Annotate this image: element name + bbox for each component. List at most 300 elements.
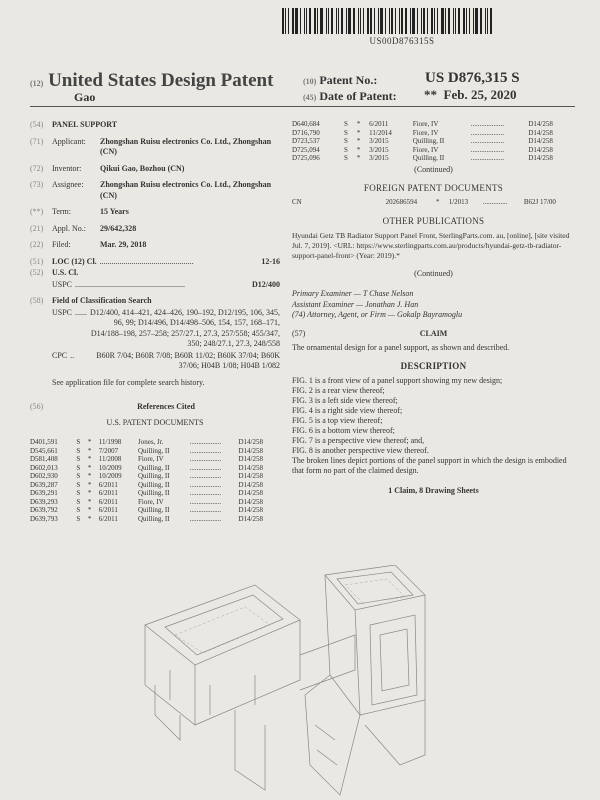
ref-kind: S <box>76 463 81 472</box>
barcode-bar <box>385 8 386 34</box>
ref-name: Quilling, II <box>137 472 170 480</box>
description-line: FIG. 5 is a top view thereof; <box>292 415 383 425</box>
barcode-bar <box>391 8 393 34</box>
code: (51) <box>30 256 44 266</box>
barcode-bar <box>463 8 465 34</box>
ref-name: Quilling, II <box>137 514 170 523</box>
ref-star: * <box>87 446 92 455</box>
field-title <box>30 120 280 131</box>
frame-bracket-left <box>155 685 180 740</box>
field-cpc-value: B60R 7/04; B60R 7/08; B60R 11/02; B60K 37/04; B60K 37/06; H04B 1/08; H04B 1/082 <box>96 350 280 370</box>
code: (58) <box>30 296 44 305</box>
barcode-bar <box>421 8 422 34</box>
code: (73) <box>30 180 44 189</box>
reference-row <box>30 455 280 464</box>
description-line: FIG. 4 is a right side view thereof; <box>292 405 403 415</box>
ref-star: * <box>87 463 92 472</box>
field-refs <box>30 402 280 413</box>
spacer <box>30 308 52 350</box>
reference-row <box>292 120 575 129</box>
ref-dots: .................. <box>189 506 222 514</box>
claim-heading <box>292 329 575 340</box>
foreign-row <box>292 198 575 207</box>
reference-row <box>30 481 280 490</box>
barcode-bar <box>353 8 355 34</box>
inventor-surname: Gao <box>74 90 96 104</box>
ref-name: Jones, Jr. <box>137 438 164 446</box>
barcode-bar <box>441 8 444 34</box>
ref-kind: S <box>343 145 348 154</box>
ref-date: 6/2011 <box>98 480 118 489</box>
us-refs-cont-table <box>292 120 575 163</box>
ref-kind: S <box>343 120 348 128</box>
code: (56) <box>30 402 44 411</box>
reference-row <box>292 137 575 146</box>
claim-text: The ornamental design for a panel support, as shown and described. <box>292 343 510 352</box>
ref-num: D716,790 <box>292 128 320 137</box>
ref-kind: S <box>343 154 348 162</box>
barcode-bar <box>338 8 339 34</box>
ref-name: Fiore, IV <box>137 497 164 506</box>
reference-row <box>292 146 575 155</box>
barcode-bar <box>455 8 456 34</box>
frame-tab <box>300 635 355 690</box>
ref-kind: S <box>343 128 348 137</box>
barcode-bar <box>378 8 379 34</box>
barcode-bar <box>370 8 372 34</box>
barcode-bar <box>295 8 298 34</box>
barcode-bar <box>434 8 435 34</box>
ref-star: * <box>356 137 361 145</box>
ref-cls: D14/258 <box>238 472 263 480</box>
patent-no-text: Patent No.: <box>319 73 378 87</box>
inventor-value: Qikui Gao, Bozhou (CN) <box>100 163 185 173</box>
ref-star: * <box>356 145 361 154</box>
patent-date <box>424 87 516 103</box>
search-history-note: See application file for complete search history. <box>52 377 205 387</box>
label: Appl. No.: <box>52 223 86 233</box>
ref-name: Quilling, II <box>137 489 170 497</box>
ref-kind: S <box>76 438 81 446</box>
ref-star: * <box>356 128 361 137</box>
code-12: (12) <box>30 79 44 88</box>
ref-kind: S <box>343 137 348 145</box>
barcode-bar <box>314 8 316 34</box>
ref-cls: D14/258 <box>238 455 263 463</box>
reference-row <box>30 515 280 524</box>
other-text: Hyundai Getz TB Radiator Support Panel Front, SterlingParts.com. au, [online], [site visited Jul. 7, 2019]. <URL: https://www.sterlingparts.com.au/products/hyundai-getz-tb-radiator-support-panel-front> (Year: 2019).* <box>292 230 570 260</box>
barcode-bar <box>306 8 307 34</box>
ref-kind: S <box>76 472 81 480</box>
barcode-bar <box>346 8 347 34</box>
ref-dots: ................... <box>470 137 505 145</box>
uscl-label: U.S. Cl. <box>52 268 79 277</box>
barcode <box>282 8 522 34</box>
barcode-bar <box>328 8 329 34</box>
barcode-bar <box>360 8 361 34</box>
foreign-title: FOREIGN PATENT DOCUMENTS <box>363 183 504 193</box>
barcode-bar <box>480 8 482 34</box>
frame2-bracket <box>305 675 360 795</box>
ref-cls: D14/258 <box>238 497 263 506</box>
barcode-bar <box>389 8 390 34</box>
uspc-value: D12/400 <box>252 279 280 289</box>
description-line: The broken lines depict portions of the panel support in which the design is embodied that form no part of the claimed design. <box>292 455 567 475</box>
label: Inventor: <box>52 163 82 173</box>
ref-kind: S <box>76 506 81 514</box>
reference-row <box>30 506 280 515</box>
barcode-bar <box>401 8 403 34</box>
ref-kind: S <box>76 446 81 455</box>
ref-num: D581,408 <box>30 455 58 463</box>
ref-star: * <box>87 472 92 480</box>
barcode-bar <box>300 8 301 34</box>
ref-date: 3/2015 <box>369 137 389 145</box>
ref-star: * <box>87 438 92 446</box>
continued-1: (Continued) <box>414 164 453 174</box>
barcode-bar <box>304 8 305 34</box>
ref-cls: D14/258 <box>238 463 263 472</box>
assistant-examiner: Assistant Examiner — Jonathan J. Han <box>292 299 419 309</box>
ref-dots: .................. <box>189 455 222 463</box>
barcode-bar <box>487 8 488 34</box>
barcode-bar <box>320 8 323 34</box>
ref-date: 6/2011 <box>98 514 118 523</box>
us-docs-title: U.S. PATENT DOCUMENTS <box>106 417 204 427</box>
barcode-bar <box>405 8 407 34</box>
code: (71) <box>30 136 44 146</box>
ref-dots: .................. <box>189 472 222 480</box>
foreign-country: CN <box>292 197 302 206</box>
foreign-table <box>292 198 575 207</box>
ref-date: 10/2009 <box>98 463 122 472</box>
ref-dots: .................. <box>189 514 222 523</box>
label: Applicant: <box>52 136 86 146</box>
code-45: (45) <box>303 93 317 102</box>
field-appl <box>30 224 280 235</box>
left-column <box>30 120 280 523</box>
ref-date: 6/2011 <box>98 506 118 514</box>
barcode-bar <box>374 8 375 34</box>
ref-kind: S <box>76 514 81 523</box>
date-label <box>303 89 397 104</box>
ref-dots: ................... <box>470 120 505 128</box>
barcode-bar <box>395 8 396 34</box>
frame2-panel-inner <box>380 629 409 691</box>
ref-num: D640,684 <box>292 120 320 128</box>
field-search-label: Field of Classification Search <box>52 296 152 305</box>
barcode-bar <box>331 8 333 34</box>
field-filed <box>30 240 280 251</box>
barcode-bar <box>427 8 428 34</box>
ref-star: * <box>87 489 92 497</box>
document-title <box>30 70 273 92</box>
ref-kind: S <box>76 455 81 463</box>
ref-name: Quilling, II <box>412 137 445 145</box>
foreign-dots: .............. <box>482 197 508 206</box>
dots: ....................................................... <box>75 279 186 289</box>
continued-2: (Continued) <box>414 268 453 278</box>
ref-kind: S <box>76 489 81 497</box>
claim-code: (57) <box>292 328 306 338</box>
ref-num: D723,537 <box>292 137 320 145</box>
barcode-bar <box>341 8 343 34</box>
frame2-ribs <box>315 725 337 765</box>
field-search-uspc <box>30 308 280 350</box>
barcode-bar <box>326 8 327 34</box>
ref-dots: ................... <box>470 128 505 137</box>
ref-num: D639,291 <box>30 489 58 497</box>
frame2-panel <box>370 615 417 705</box>
ref-date: 11/2014 <box>369 128 392 137</box>
foreign-num: 202686594 <box>385 197 418 206</box>
ref-num: D725,094 <box>292 145 320 154</box>
ref-cls: D14/258 <box>528 137 553 145</box>
field-uspc <box>30 280 280 291</box>
drawing-lines <box>145 565 425 795</box>
ref-date: 3/2015 <box>369 145 389 154</box>
frame2-foot <box>365 700 425 765</box>
ref-name: Fiore, IV <box>412 120 439 128</box>
code: (22) <box>30 240 44 249</box>
ref-dots: .................. <box>189 446 222 455</box>
barcode-bar <box>358 8 359 34</box>
ref-star: * <box>87 480 92 489</box>
description-lines <box>292 376 575 476</box>
description-line: FIG. 1 is a front view of a panel support showing my new design; <box>292 375 503 385</box>
barcode-bar <box>431 8 433 34</box>
label: Filed: <box>52 240 71 249</box>
ref-cls: D14/258 <box>238 489 263 497</box>
ref-name: Quilling, II <box>137 480 170 489</box>
ref-star: * <box>87 455 92 463</box>
ref-date: 11/1998 <box>98 438 122 446</box>
ref-cls: D14/258 <box>238 514 263 523</box>
ref-name: Quilling, II <box>137 463 170 472</box>
frame-ribs <box>170 670 255 715</box>
ref-date: 6/2011 <box>369 120 389 128</box>
barcode-bar <box>336 8 337 34</box>
other-title: OTHER PUBLICATIONS <box>382 216 485 226</box>
dots: ............................................... <box>99 256 194 266</box>
patent-number: US D876,315 S <box>425 70 520 86</box>
dots: .. <box>70 350 75 360</box>
field-assignee <box>30 180 280 201</box>
frame-front-side <box>195 620 300 725</box>
primary-examiner: Primary Examiner — T Chase Nelson <box>292 289 414 298</box>
barcode-bar <box>458 8 460 34</box>
ref-cls: D14/258 <box>238 438 263 446</box>
ref-cls: D14/258 <box>528 154 553 162</box>
barcode-bar <box>490 8 492 34</box>
ref-name: Quilling, II <box>137 506 170 514</box>
description-title: DESCRIPTION <box>400 361 467 371</box>
date-label-text: Date of Patent: <box>319 89 397 103</box>
ref-cls: D14/258 <box>238 480 263 489</box>
uspc-label: USPC <box>52 279 73 289</box>
frame2-front <box>360 595 425 715</box>
ref-cls: D14/258 <box>528 145 553 154</box>
ref-name: Fiore, IV <box>412 145 439 154</box>
barcode-bar <box>445 8 446 34</box>
spacer <box>30 280 52 291</box>
reference-row <box>292 129 575 138</box>
term-value: 15 Years <box>100 207 129 216</box>
ref-num: D639,792 <box>30 506 58 514</box>
frame2-top <box>325 565 425 610</box>
reference-row <box>30 498 280 507</box>
barcode-bar <box>469 8 470 34</box>
code-10: (10) <box>303 77 317 86</box>
refs-label: References Cited <box>137 402 195 411</box>
field-inventor <box>30 164 280 175</box>
description-line: FIG. 6 is a bottom view thereof; <box>292 425 395 435</box>
barcode-bar <box>363 8 364 34</box>
header-rule <box>30 106 575 107</box>
ref-date: 6/2011 <box>98 489 118 497</box>
ref-num: D639,287 <box>30 480 58 489</box>
filed-value: Mar. 29, 2018 <box>100 240 147 249</box>
publication-number: US00D876315S <box>369 36 435 46</box>
broken-panel-1 <box>175 607 270 653</box>
dots: ...... <box>75 307 88 317</box>
spacer <box>30 351 52 372</box>
ref-num: D639,793 <box>30 514 58 523</box>
claim-title: CLAIM <box>419 328 448 338</box>
invention-title: PANEL SUPPORT <box>52 120 118 129</box>
ref-num: D401,591 <box>30 438 58 446</box>
ref-num: D602,930 <box>30 472 58 480</box>
ref-date: 3/2015 <box>369 154 389 162</box>
loc-label: LOC (12) Cl. <box>52 256 97 266</box>
barcode-bar <box>453 8 454 34</box>
title-text: United States Design Patent <box>48 70 274 91</box>
description-line: FIG. 8 is another perspective view thereof. <box>292 445 429 455</box>
ref-num: D602,013 <box>30 463 58 472</box>
reference-row <box>30 472 280 481</box>
ref-dots: .................. <box>189 463 222 472</box>
sheets-count: 1 Claim, 8 Drawing Sheets <box>388 485 479 495</box>
ref-star: * <box>356 120 361 128</box>
barcode-bar <box>437 8 438 34</box>
date-text: Feb. 25, 2020 <box>443 87 517 102</box>
ref-kind: S <box>76 497 81 506</box>
field-uscl <box>30 268 280 279</box>
barcode-bar <box>399 8 400 34</box>
foreign-cls: B62J 17/00 <box>523 197 556 206</box>
assignee-value: Zhongshan Ruisu electronics Co. Ltd., Zhongshan (CN) <box>100 180 272 200</box>
ref-date: 7/2007 <box>98 446 119 455</box>
ref-star: * <box>87 497 92 506</box>
ref-date: 11/2008 <box>98 455 122 463</box>
loc-value: 12-16 <box>261 256 280 266</box>
ref-dots: ................... <box>470 145 505 154</box>
field-search-cpc <box>30 351 280 372</box>
barcode-bar <box>473 8 474 34</box>
field-applicant <box>30 137 280 158</box>
frame-bracket-low <box>235 710 265 790</box>
label: Term: <box>52 207 71 216</box>
barcode-bar <box>348 8 351 34</box>
barcode-bar <box>380 8 383 34</box>
ref-cls: D14/258 <box>528 128 553 137</box>
date-mark: ** <box>424 87 437 102</box>
code: (21) <box>30 223 44 233</box>
frame-top <box>145 585 300 665</box>
ref-name: Quilling, II <box>137 446 170 455</box>
ref-cls: D14/258 <box>238 506 263 514</box>
barcode-bar <box>282 8 284 34</box>
barcode-bar <box>317 8 318 34</box>
right-column <box>292 120 575 496</box>
patent-number-label <box>303 73 377 88</box>
ref-star: * <box>356 154 361 162</box>
description-line: FIG. 2 is a rear view thereof; <box>292 385 385 395</box>
field-search <box>30 296 280 307</box>
appl-value: 29/642,328 <box>100 223 137 233</box>
ref-name: Fiore, IV <box>137 455 164 463</box>
ref-dots: .................. <box>189 480 222 489</box>
ref-num: D639,293 <box>30 497 58 506</box>
ref-dots: .................. <box>189 497 222 506</box>
ref-num: D725,096 <box>292 154 320 162</box>
ref-star: * <box>87 514 92 523</box>
frame2-top-inner <box>337 572 413 604</box>
panel-support-drawing <box>125 565 455 800</box>
barcode-bar <box>292 8 294 34</box>
reference-row <box>30 489 280 498</box>
reference-row <box>30 464 280 473</box>
label: Assignee: <box>52 180 84 189</box>
frame-top-inner <box>165 595 283 655</box>
uspc-label: USPC <box>52 307 73 317</box>
ref-dots: .................. <box>189 438 222 446</box>
field-term <box>30 207 280 218</box>
ref-dots: .................. <box>189 489 222 497</box>
applicant-value: Zhongshan Ruisu electronics Co. Ltd., Zhongshan (CN) <box>100 136 272 156</box>
barcode-bar <box>367 8 369 34</box>
cpc-label: CPC <box>52 350 68 360</box>
ref-cls: D14/258 <box>528 120 553 128</box>
barcode-bar <box>412 8 415 34</box>
reference-row <box>292 154 575 163</box>
barcode-bar <box>423 8 425 34</box>
ref-date: 10/2009 <box>98 472 122 480</box>
code: (54) <box>30 120 44 129</box>
ref-date: 6/2011 <box>98 497 118 506</box>
barcode-bar <box>309 8 311 34</box>
ref-kind: S <box>76 480 81 489</box>
code: (**) <box>30 207 44 216</box>
field-loc <box>30 257 280 268</box>
code: (52) <box>30 268 44 277</box>
barcode-bar <box>485 8 486 34</box>
barcode-bar <box>475 8 478 34</box>
barcode-bar <box>448 8 450 34</box>
barcode-bar <box>417 8 418 34</box>
ref-dots: ................... <box>470 154 505 162</box>
ref-cls: D14/258 <box>238 446 263 455</box>
reference-row <box>30 447 280 456</box>
code: (72) <box>30 163 44 173</box>
ref-num: D545,661 <box>30 446 58 455</box>
barcode-bar <box>285 8 286 34</box>
barcode-bar <box>410 8 411 34</box>
us-refs-table <box>30 438 280 523</box>
ref-name: Quilling, II <box>412 154 445 162</box>
ref-star: * <box>87 506 92 514</box>
reference-row <box>30 438 280 447</box>
